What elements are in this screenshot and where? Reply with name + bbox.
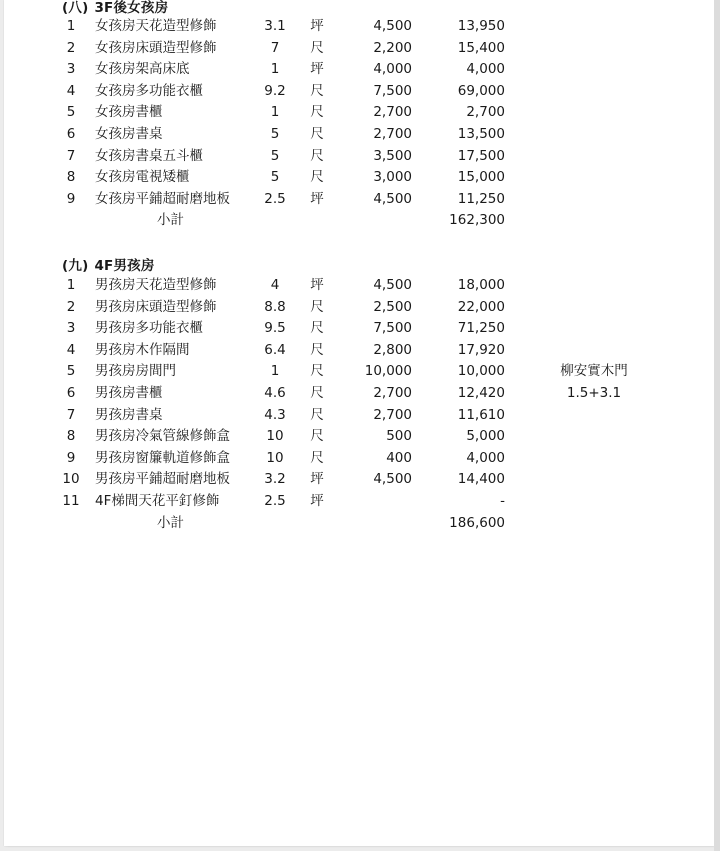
unit-price: 7,500 <box>373 320 412 337</box>
unit: 坪 <box>310 277 324 293</box>
item-name: 4F梯間天花平釘修飾 <box>95 493 220 509</box>
unit: 坪 <box>310 18 324 34</box>
item-name: 男孩房書桌 <box>95 406 163 423</box>
quantity: 5 <box>270 126 280 142</box>
subtotal-label: 小計 <box>157 514 184 531</box>
quantity: 9.5 <box>264 320 286 337</box>
row-number: 8 <box>66 169 76 186</box>
item-name: 男孩房床頭造型修飾 <box>95 298 217 315</box>
item-name: 男孩房多功能衣櫃 <box>95 320 203 337</box>
row-number: 1 <box>66 277 76 293</box>
quantity: 1 <box>270 363 280 380</box>
row-number: 7 <box>66 406 76 423</box>
unit-price: 2,700 <box>373 406 412 423</box>
amount: 69,000 <box>457 82 505 99</box>
subtotal-amount: 186,600 <box>449 514 505 531</box>
unit: 尺 <box>310 169 324 186</box>
unit-price: 4,500 <box>373 471 412 488</box>
row-number: 2 <box>66 39 76 56</box>
amount: 13,500 <box>457 126 505 142</box>
amount: 17,500 <box>457 147 505 164</box>
quantity: 4.6 <box>264 385 286 401</box>
row-number: 10 <box>62 471 80 488</box>
amount: 17,920 <box>457 341 505 358</box>
amount: 5,000 <box>466 428 505 445</box>
item-name: 女孩房天花造型修飾 <box>95 18 217 34</box>
item-name: 男孩房平鋪超耐磨地板 <box>95 471 230 488</box>
unit: 尺 <box>310 126 324 142</box>
row-number: 3 <box>66 61 76 78</box>
table-row <box>0 102 720 124</box>
unit: 尺 <box>310 406 324 423</box>
table-row <box>0 491 720 513</box>
quantity: 1 <box>270 104 280 121</box>
unit-price: 3,500 <box>373 147 412 164</box>
unit-price: 7,500 <box>373 82 412 99</box>
row-number: 7 <box>66 147 76 164</box>
item-name: 女孩房多功能衣櫃 <box>95 82 203 99</box>
unit-price: 2,800 <box>373 341 412 358</box>
subtotal-row <box>0 513 720 535</box>
unit: 尺 <box>310 104 324 121</box>
table-row <box>0 275 720 297</box>
table-row <box>0 383 720 405</box>
unit-price: 2,700 <box>373 385 412 401</box>
table-row <box>0 405 720 427</box>
table-row <box>0 448 720 470</box>
unit: 坪 <box>310 61 324 78</box>
quantity: 3.1 <box>264 18 286 34</box>
table-row <box>0 81 720 103</box>
unit-price: 400 <box>386 449 412 466</box>
item-name: 女孩房架高床底 <box>95 61 190 78</box>
amount: 22,000 <box>457 298 505 315</box>
table-row <box>0 124 720 146</box>
subtotal-amount: 162,300 <box>449 212 505 229</box>
quantity: 9.2 <box>264 82 286 99</box>
table-row <box>0 167 720 189</box>
amount: 12,420 <box>457 385 505 401</box>
quantity: 3.2 <box>264 471 286 488</box>
table-row <box>0 297 720 319</box>
unit-price: 500 <box>386 428 412 445</box>
section-name: 3F後女孩房 <box>94 0 169 16</box>
table-row <box>0 340 720 362</box>
section-number: (八) <box>62 0 89 16</box>
unit: 尺 <box>310 428 324 445</box>
unit: 尺 <box>310 385 324 401</box>
row-number: 2 <box>66 298 76 315</box>
unit-price: 4,500 <box>373 277 412 293</box>
quantity: 5 <box>270 147 280 164</box>
item-name: 女孩房書桌五斗櫃 <box>95 147 203 164</box>
item-name: 女孩房平鋪超耐磨地板 <box>95 190 230 207</box>
unit: 尺 <box>310 320 324 337</box>
item-name: 男孩房房間門 <box>95 363 176 380</box>
amount: 15,000 <box>457 169 505 186</box>
row-number: 5 <box>66 363 76 380</box>
item-name: 男孩房冷氣管線修飾盒 <box>95 428 230 445</box>
unit-price: 2,700 <box>373 126 412 142</box>
row-number: 4 <box>66 82 76 99</box>
table-row <box>0 469 720 491</box>
quantity: 1 <box>270 61 280 78</box>
table-row <box>0 361 720 383</box>
unit-price: 4,000 <box>373 61 412 78</box>
unit-price: 3,000 <box>373 169 412 186</box>
unit-price: 4,500 <box>373 190 412 207</box>
amount: 4,000 <box>466 61 505 78</box>
amount: 15,400 <box>457 39 505 56</box>
unit: 尺 <box>310 341 324 358</box>
quantity: 6.4 <box>264 341 286 358</box>
row-number: 3 <box>66 320 76 337</box>
table-row <box>0 189 720 211</box>
unit: 尺 <box>310 449 324 466</box>
quantity: 8.8 <box>264 298 286 315</box>
unit: 坪 <box>310 471 324 488</box>
unit-price: 2,500 <box>373 298 412 315</box>
item-name: 男孩房天花造型修飾 <box>95 277 217 293</box>
note: 柳安實木門 <box>560 363 628 380</box>
amount: 18,000 <box>457 277 505 293</box>
amount: 13,950 <box>457 18 505 34</box>
section-number: (九) <box>62 258 89 274</box>
amount: 2,700 <box>466 104 505 121</box>
row-number: 4 <box>66 341 76 358</box>
quantity: 10 <box>266 449 284 466</box>
subtotal-label: 小計 <box>157 212 184 229</box>
table-row <box>0 146 720 168</box>
quantity: 7 <box>270 39 280 56</box>
amount: 71,250 <box>457 320 505 337</box>
row-number: 9 <box>66 449 76 466</box>
item-name: 女孩房書櫃 <box>95 104 163 121</box>
note: 1.5+3.1 <box>566 385 622 401</box>
row-number: 1 <box>66 18 76 34</box>
unit: 坪 <box>310 190 324 207</box>
table-row <box>0 38 720 60</box>
unit-price: 2,700 <box>373 104 412 121</box>
amount: - <box>500 493 505 509</box>
section-title <box>62 254 155 274</box>
item-name: 女孩房電視矮櫃 <box>95 169 190 186</box>
quantity: 2.5 <box>264 190 286 207</box>
unit: 尺 <box>310 298 324 315</box>
amount: 4,000 <box>466 449 505 466</box>
unit: 尺 <box>310 363 324 380</box>
unit-price: 4,500 <box>373 18 412 34</box>
amount: 14,400 <box>457 471 505 488</box>
quantity: 4 <box>270 277 280 293</box>
table-row <box>0 16 720 38</box>
row-number: 6 <box>66 126 76 142</box>
unit: 尺 <box>310 82 324 99</box>
table-row <box>0 318 720 340</box>
section-name: 4F男孩房 <box>94 258 155 274</box>
row-number: 5 <box>66 104 76 121</box>
subtotal-row <box>0 210 720 232</box>
unit: 坪 <box>310 493 324 509</box>
amount: 11,610 <box>457 406 505 423</box>
quantity: 5 <box>270 169 280 186</box>
table-row <box>0 59 720 81</box>
quantity: 4.3 <box>264 406 286 423</box>
item-name: 男孩房木作隔間 <box>95 341 190 358</box>
table-row <box>0 426 720 448</box>
row-number: 6 <box>66 385 76 401</box>
item-name: 女孩房床頭造型修飾 <box>95 39 217 56</box>
row-number: 9 <box>66 190 76 207</box>
quantity: 2.5 <box>264 493 286 509</box>
amount: 10,000 <box>457 363 505 380</box>
unit-price: 10,000 <box>364 363 412 380</box>
section-title <box>62 0 168 16</box>
row-number: 11 <box>62 493 80 509</box>
unit-price: 2,200 <box>373 39 412 56</box>
item-name: 男孩房窗簾軌道修飾盒 <box>95 449 230 466</box>
unit: 尺 <box>310 39 324 56</box>
item-name: 男孩房書櫃 <box>95 385 163 401</box>
item-name: 女孩房書桌 <box>95 126 163 142</box>
row-number: 8 <box>66 428 76 445</box>
amount: 11,250 <box>457 190 505 207</box>
unit: 尺 <box>310 147 324 164</box>
quantity: 10 <box>266 428 284 445</box>
